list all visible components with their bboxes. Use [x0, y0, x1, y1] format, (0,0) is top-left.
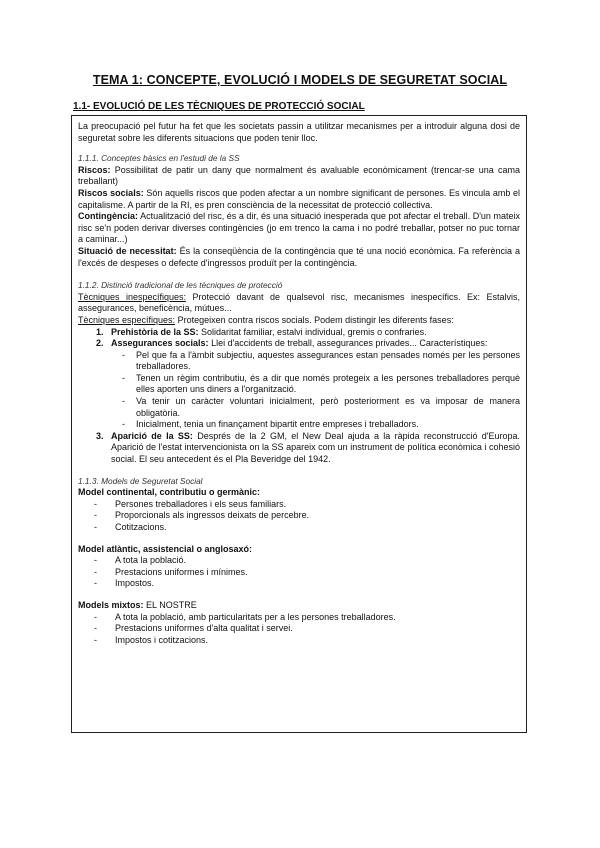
model-list — [78, 612, 520, 647]
list-item: - Proporcionals als ingressos deixats de percebre. — [94, 510, 310, 521]
characteristics-list — [111, 350, 520, 431]
phase-item: 1. Prehistòria de la SS: Solidaritat familiar, estalvi individual, gremis o confraries. — [96, 326, 427, 337]
content-box — [71, 115, 527, 733]
concept-riscos-socials: Riscos socials: Són aquells riscos que poden afectar a un nombre significant de persones. Es vincula amb el capitalisme. A partir de la RI, es pren consciència de la necessitat de protecció collectiva. — [78, 187, 520, 210]
list-item: - Persones treballadores i els seus familiars. — [94, 498, 287, 509]
model-list — [78, 555, 520, 590]
list-item: - A tota la població, amb particularitats per a les persones treballadores. — [94, 611, 396, 622]
concept-situacio-necessitat: Situació de necessitat: És la conseqüència de la contingència que té una noció econòmica. Fa referència a l'excés de despeses o defecte d'ingressos produït per la contingència. — [78, 245, 520, 268]
list-item: - Pel que fa a l'àmbit subjectiu, aquestes assegurances estan pensades només per les persones treballadores. — [122, 349, 520, 372]
model-list — [78, 499, 520, 534]
page-title: TEMA 1: CONCEPTE, EVOLUCIÓ I MODELS DE SEGURETAT SOCIAL — [92, 73, 508, 87]
section-heading-1-1-1: 1.1.1. Conceptes bàsics en l'estudi de la SS — [78, 153, 240, 164]
section-heading-1-1-3: 1.1.3. Models de Seguretat Social — [78, 475, 203, 486]
list-item: - Prestacions uniformes d'alta qualitat i servei. — [94, 623, 293, 634]
phases-list — [78, 327, 520, 466]
concept-riscos: Riscos: Possibilitat de patir un dany que normalment és avaluable econòmicament (trencar-se una cama treballant) — [78, 164, 520, 187]
list-item: - Cotitzacions. — [94, 522, 167, 532]
list-item: - Impostos i cotitzacions. — [94, 634, 209, 645]
tecniques-especifiques: Tècniques específiques: Protegeixen contra riscos socials. Podem distingir les diferents fases: — [78, 314, 454, 325]
section-heading-1-1-2: 1.1.2. Distinció tradicional de les tècniques de protecció — [78, 280, 283, 291]
phase-item: 3. Aparició de la SS: Després de la 2 GM, el New Deal ajuda a la ràpida reconstrucció d'Europa. Aparició de l'estat intervencionista on la SS apareix com un instrument de política econòmica i cohesió social. El seu antecedent és el Pla Beveridge del 1942. — [96, 430, 520, 465]
list-item: - A tota la població. — [94, 555, 187, 566]
list-item: - Va tenir un caràcter voluntari inicialment, però posteriorment es va imposar de manera obligatòria. — [122, 396, 520, 418]
phase-item: 2. Assegurances socials: Llei d'accidents de treball, assegurances privades... Característiques: - Pel que fa a l'àmbit subjectiu, aquestes assegurances estan pensades només per les persones treballadores. - Tenen un règim contributiu, és a dir que només protegeix a les persones treballadores perquè elles aporten uns diners a l'organització. - Va tenir un caràcter voluntari inicialment, però posteriorment es va imposar de manera obligatòria. - Inicialment, tenia un finançament bipartit entre empreses i treballadors. — [96, 338, 520, 430]
model-title: Models mixtos: EL NOSTRE — [78, 599, 197, 610]
section-subtitle: 1.1- EVOLUCIÓ DE LES TÈCNIQUES DE PROTECCIÓ SOCIAL — [73, 101, 365, 112]
model-title: Model continental, contributiu o germànic: — [78, 487, 261, 498]
list-item: - Inicialment, tenia un finançament bipartit entre empreses i treballadors. — [122, 419, 419, 430]
list-item: - Tenen un règim contributiu, és a dir que només protegeix a les persones treballadores perquè elles aporten uns diners a l'organització. — [122, 372, 520, 395]
list-item: - Prestacions uniformes i mínimes. — [94, 566, 248, 577]
model-title: Model atlàntic, assistencial o anglosaxó: — [78, 543, 253, 554]
list-item: - Impostos. — [94, 578, 155, 589]
tecniques-inespecifiques: Tècniques inespecífiques: Protecció davant de qualsevol risc, mecanismes inespecífics. Ex: Estalvis, assegurances, beneficència, mútues... — [78, 291, 521, 314]
intro-paragraph: La preocupació pel futur ha fet que les societats passin a utilitzar mecanismes per a introduir alguna dosi de seguretat sobre les diferents situacions que poden tenir lloc. — [78, 121, 520, 143]
concept-contingencia: Contingència: Actualització del risc, és a dir, és una situació inesperada que pot afectar el treball. D'un mateix risc se'n poden derivar diverses contingències (jo em trenco la cama i no podré treballar, potser no puc tornar a caminar...) — [78, 211, 520, 245]
